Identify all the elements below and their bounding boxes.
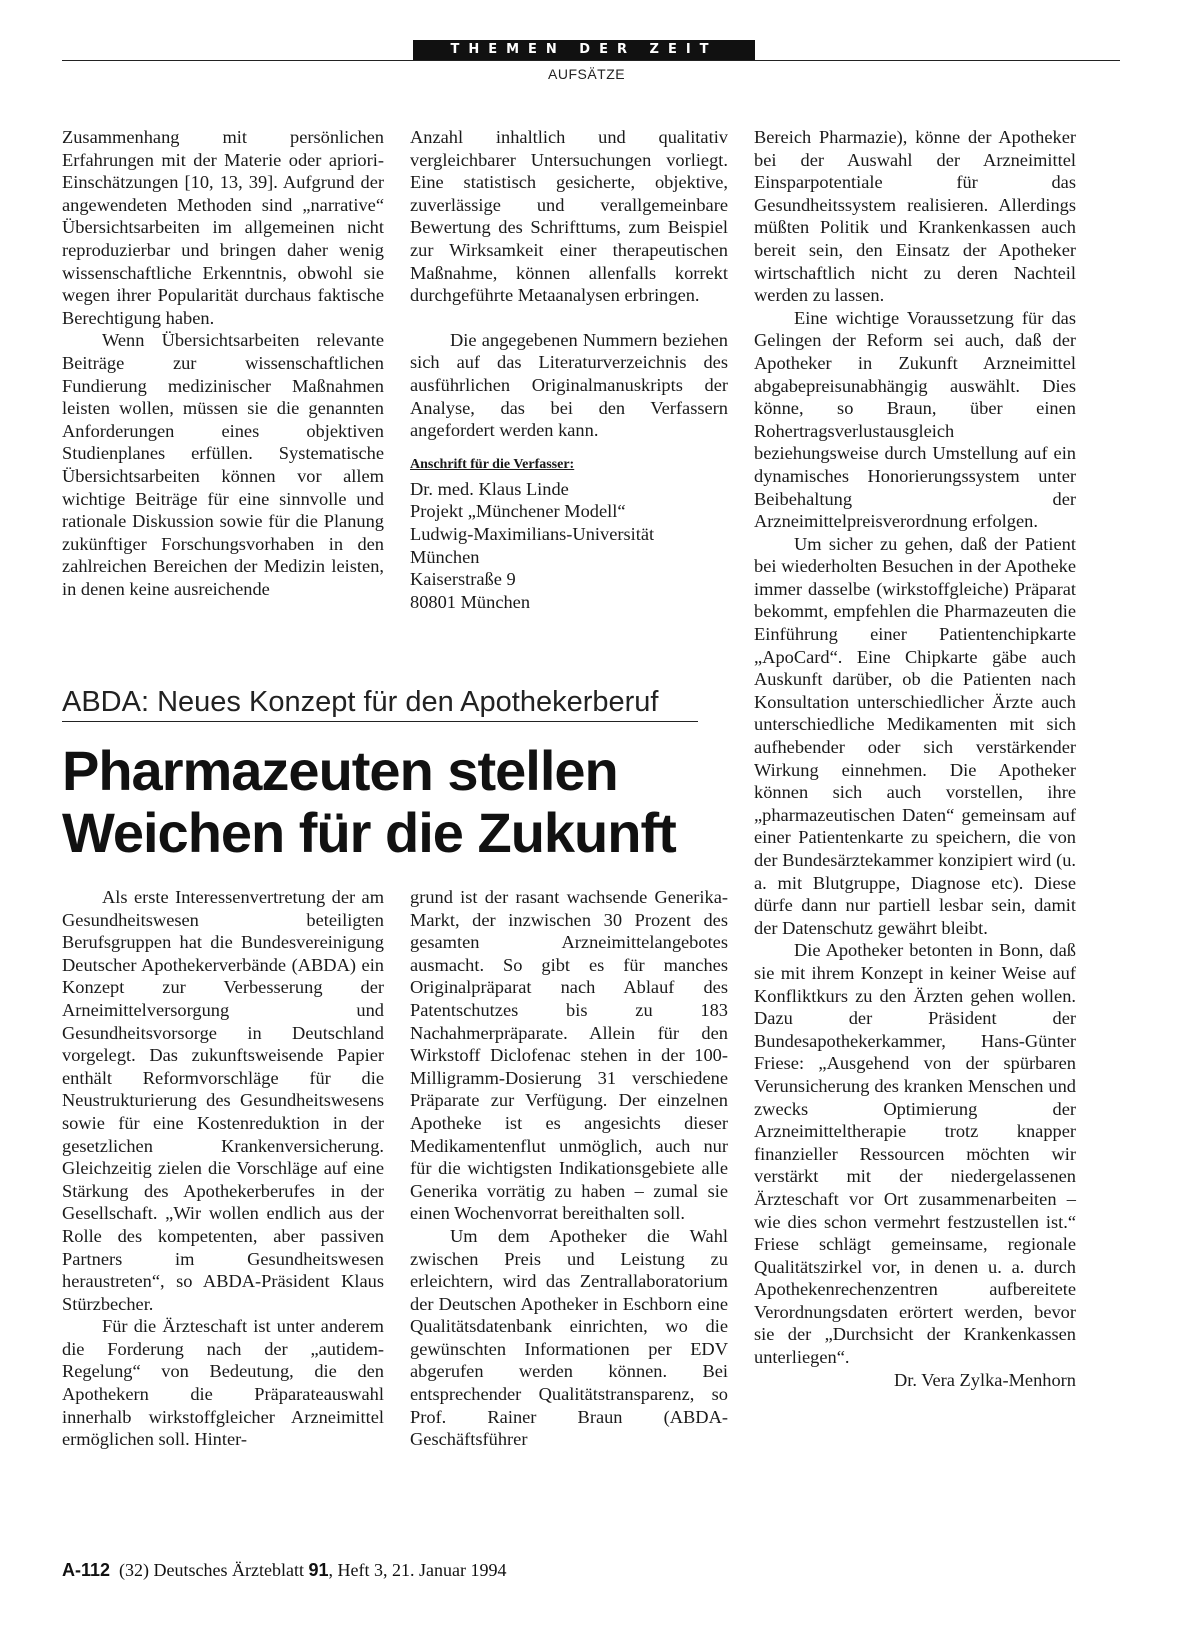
- footer-issue: , Heft 3, 21. Januar 1994: [328, 1560, 507, 1580]
- header-rule: [62, 60, 1120, 61]
- article-column-2: [410, 886, 728, 1451]
- page-number: A-112: [62, 1560, 111, 1580]
- footer-publication: (32) Deutsches Ärzteblatt: [119, 1560, 304, 1580]
- top-column-2: [410, 126, 728, 613]
- article-column-1: [62, 886, 384, 1451]
- address-line: Projekt „Münchener Modell“: [410, 501, 626, 522]
- top-column-1: [62, 126, 384, 600]
- paragraph: Anzahl inhaltlich und qualitativ vergleichbarer Untersuchungen vorliegt. Eine statistisch gesicherte, objektive, zuverlässige und verallgemeinbare Bewertung des Schrifttums, zum Beispiel zur Wirksamkeit einer therapeutischen Maßnahme, können allenfalls korrekt durchgeführte Metaanalysen erbringen.: [410, 127, 728, 306]
- article-headline: [62, 740, 702, 864]
- paragraph: Bereich Pharmazie), könne der Apotheker bei der Auswahl der Arzneimittel Einsparpotentiale für das Gesundheitssystem realisieren. Allerdings müßten Politik und Krankenkassen auch bereit sein, den Einsatz der Apotheker wirtschaftlich nicht zu deren Nachteil werden zu lassen.: [754, 127, 1076, 306]
- address-line: Kaiserstraße 9: [410, 569, 516, 590]
- paragraph: grund ist der rasant wachsende Generika-Markt, der inzwischen 30 Prozent des gesamten Arzneimittelangebotes ausmacht. So gibt es für manches Originalpräparat nach Ablauf des Patentschutzes bis zu 183 Nachahmerpräparate. Allein für den Wirkstoff Diclofenac stehen in der 100-Milligramm-Dosierung 31 verschiedene Präparate zur Verfügung. Der einzelnen Apotheke ist es angesichts dieser Medikamentenflut unmöglich, auch nur für die wichtigsten Indikationsgebiete alle Generika vorrätig zu haben – zumal sie einen Wochenvorrat bereithalten soll.: [410, 887, 728, 1224]
- paragraph: Die Apotheker betonten in Bonn, daß sie mit ihrem Konzept in keiner Weise auf Konfliktkurs zu den Ärzten gehen wollen. Dazu der Präsident der Bundesapothekerkammer, Hans-Günter Friese: „Ausgehend von der spürbaren Verunsicherung des kranken Menschen und zwecks Optimierung der Arzneimitteltherapie trotz knapper finanzieller Ressourcen möchten wir verstärkt mit der niedergelassenen Ärzteschaft vor Ort zusammenarbeiten – wie dies schon vermehrt festzustellen ist.“ Friese schlägt gemeinsame, regionale Qualitätszirkel vor, in denen u. a. durch Apothekenrechenzentren aufbereitete Verordnungsdaten erörtert werden, bevor sie der „Durchsicht der Krankenkassen unterliegen“.: [754, 940, 1076, 1368]
- paragraph: Eine wichtige Voraussetzung für das Gelingen der Reform sei auch, daß der Apotheker in Zukunft Arzneimittel abgabepreisunabhängig auswählt. Dies könne, so Braun, über einen Rohertragsverlustausgleich beziehungsweise durch Umstellung auf ein dynamisches Honorierungssystem unter Beibehaltung der Arzneimittelpreisverordnung erfolgen.: [754, 307, 1076, 532]
- article-column-3: [754, 126, 1076, 1391]
- paragraph: Als erste Interessenvertretung der am Gesundheitswesen beteiligten Berufsgruppen hat die Bundesvereinigung Deutscher Apothekerverbände (ABDA) ein Konzept zur Verbesserung der Arneimittelversorgung und Gesundheitsvorsorge in Deutschland vorgelegt. Das zukunftsweisende Papier enthält Reformvorschläge für die Neustrukturierung des Gesundheitswesens sowie für eine Kostenreduktion in der gesetzlichen Krankenversicherung. Gleichzeitig zielen die Vorschläge auf eine Stärkung des Apothekerberufes in der Gesellschaft. „Wir wollen endlich aus der Rolle des kompetenten, aber passiven Partners im Gesundheitswesen heraustreten“, so ABDA-Präsident Klaus Stürzbecher.: [62, 887, 384, 1314]
- paragraph: Die angegebenen Nummern beziehen sich auf das Literaturverzeichnis des ausführlichen Originalmanuskripts der Analyse, das bei den Verfassern angefordert werden kann.: [410, 329, 728, 441]
- page-footer: [62, 1560, 506, 1581]
- author-signature: Dr. Vera Zylka-Menhorn: [894, 1369, 1076, 1390]
- section-header: THEMEN DER ZEIT: [413, 40, 755, 60]
- article-kicker: ABDA: Neues Konzept für den Apothekerberuf: [62, 686, 698, 722]
- paragraph: Wenn Übersichtsarbeiten relevante Beiträge zur wissenschaftlichen Fundierung medizinischer Maßnahmen leisten wollen, müssen sie die genannten Anforderungen eines objektiven Studienplanes erfüllen. Systematische Übersichtsarbeiten können vor allem wichtige Beiträge für eine sinnvolle und rationale Diskussion sowie für die Planung zukünftiger Forschungsvorhaben in den zahlreichen Bereichen der Medizin leisten, in denen keine ausreichende: [62, 330, 384, 599]
- address-line: München: [410, 546, 480, 567]
- address-line: Ludwig-Maximilians-Universität: [410, 523, 655, 544]
- address-line: 80801 München: [410, 591, 531, 612]
- subsection-label: AUFSÄTZE: [548, 66, 626, 82]
- footer-volume: 91: [308, 1560, 329, 1580]
- address-label: Anschrift für die Verfasser:: [410, 456, 575, 472]
- headline-line: Pharmazeuten stellen: [62, 739, 618, 802]
- paragraph: Um dem Apotheker die Wahl zwischen Preis und Leistung zu erleichtern, wird das Zentrallaboratorium der Deutschen Apotheker in Eschborn eine Qualitätsdatenbank einrichten, wo die gewünschten Informationen per EDV abgerufen werden können. Bei entsprechender Qualitätstransparenz, so Prof. Rainer Braun (ABDA-Geschäftsführer: [410, 1225, 728, 1450]
- paragraph: Um sicher zu gehen, daß der Patient bei wiederholten Besuchen in der Apotheke immer dasselbe (wirkstoffgleiche) Präparat bekommt, empfehlen die Pharmazeuten die Einführung einer Patientenchipkarte „ApoCard“. Eine Chipkarte gäbe auch Auskunft darüber, ob die Patienten nach Konsultation unterschiedlicher Ärzte auch unterschiedliche Medikamenten mit sich aufhebender oder sich verstärkender Wirkung einnehmen. Die Apotheker können sich auch vorstellen, ihre „pharmazeutischen Daten“ gemeinsam auf einer Patientenkarte zu speichern, die von der Bundesärztekammer konzipiert wird (u. a. mit Blutgruppe, Diagnose etc). Diese dürfe dann nur partiell lesbar sein, damit der Datenschutz gewährt bleibt.: [754, 533, 1076, 938]
- paragraph: Zusammenhang mit persönlichen Erfahrungen mit der Materie oder apriori-Einschätzungen [10, 13, 39]. Aufgrund der angewendeten Methoden sind „narrative“ Übersichtsarbeiten im allgemeinen nicht reproduzierbar und bringen daher wenig wissenschaftliche Erkenntnis, obwohl sie wegen ihrer Popularität durchaus faktische Berechtigung haben.: [62, 127, 384, 328]
- address-line: Dr. med. Klaus Linde: [410, 478, 569, 499]
- paragraph: Für die Ärzteschaft ist unter anderem die Forderung nach der „autidem-Regelung“ von Bedeutung, die den Apothekern die Präparateauswahl innerhalb wirkstoffgleicher Arzneimittel ermöglichen soll. Hinter-: [62, 1316, 384, 1450]
- headline-line: Weichen für die Zukunft: [62, 801, 676, 864]
